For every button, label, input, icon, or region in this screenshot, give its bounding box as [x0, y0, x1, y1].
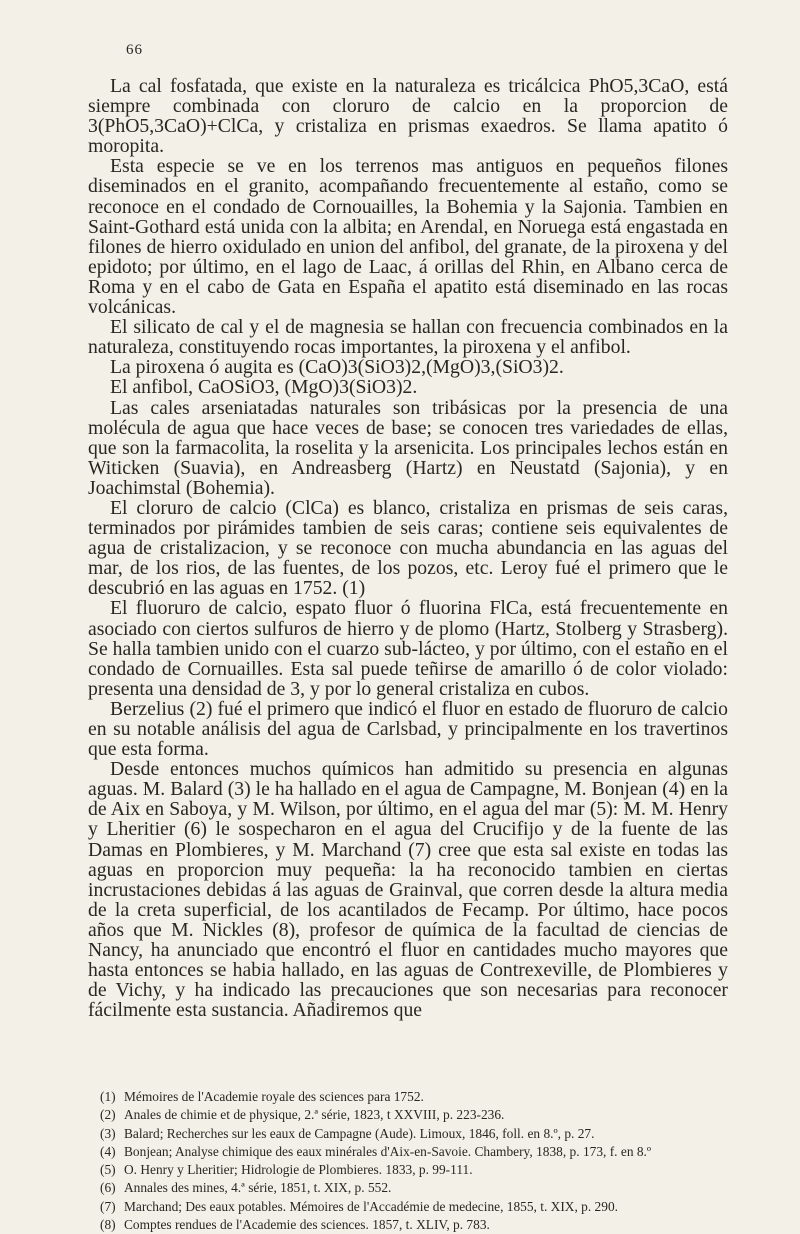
footnote [100, 1088, 722, 1106]
paragraph-cloruro-de-calcio: El cloruro de calcio (ClCa) es blanco, cristaliza en prismas de seis caras, terminados por pirámides tambien de seis caras; contiene seis equivalentes de agua de cristalizacion, y se reconoce con mucha abundancia en las aguas del mar, de los rios, de las fuentes, de los pozos, etc. Leroy fué el primero que le descubrió en las aguas en 1752. (1) [88, 496, 728, 600]
paragraph-berzelius: Berzelius (2) fué el primero que indicó el fluor en estado de fluoruro de calcio en su notable análisis del agua de Carlsbad, y principalmente en los travertinos que esta forma. [88, 697, 728, 761]
footnote-number: (3) [100, 1125, 116, 1141]
footnote [100, 1198, 722, 1216]
footnote-number: (6) [100, 1180, 116, 1196]
page-number: 66 [126, 42, 143, 58]
footnote-number: (8) [100, 1217, 116, 1233]
footnote-text: Marchand; Des eaux potables. Mémoires de l'Accadémie de medecine, 1855, t. XIX, p. 290. [124, 1198, 618, 1214]
footnote [100, 1125, 722, 1143]
footnote-text: O. Henry y Lheritier; Hidrologie de Plombieres. 1833, p. 99-111. [124, 1162, 473, 1178]
paragraph-cal-fosfatada: La cal fosfatada, que existe en la naturaleza es tricálcica PhO5,3CaO, está siempre combinada con cloruro de calcio en la proporcion de 3(PhO5,3CaO)+ClCa, y cristaliza en prismas exaedros. Se llama apatito ó moropita. [88, 75, 728, 158]
paragraph-piroxena-formula: La piroxena ó augita es (CaO)3(SiO3)2,(MgO)3,(SiO3)2. [110, 356, 564, 379]
paragraph-anfibol-formula: El anfibol, CaOSiO3, (MgO)3(SiO3)2. [110, 376, 418, 399]
footnote [100, 1179, 722, 1197]
footnote-number: (5) [100, 1162, 116, 1178]
footnote-number: (4) [100, 1143, 116, 1159]
footnote-number: (7) [100, 1198, 116, 1214]
footnote [100, 1216, 722, 1234]
footnote-text: Balard; Recherches sur les eaux de Campagne (Aude). Limoux, 1846, foll. en 8.º, p. 27. [124, 1125, 595, 1141]
footnote [100, 1106, 722, 1124]
body-text [88, 76, 728, 1020]
footnotes [100, 1088, 722, 1234]
footnote-text: Mémoires de l'Academie royale des sciences para 1752. [124, 1089, 424, 1104]
footnote-number: (2) [100, 1107, 116, 1123]
paragraph-quimicos-aguas: Desde entonces muchos químicos han admitido su presencia en algunas aguas. M. Balard (3) le ha hallado en el agua de Campagne, M. Bonjean (4) en la de Aix en Saboya, y M. Wilson, por último, en el agua del mar (5): M. M. Henry y Lheritier (6) le sospecharon en el agua del Crucifijo y de la fuente de las Damas en Plombieres, y M. Marchand (7) cree que esta sal existe en todas las aguas en proporcion muy pequeña: la ha reconocido tambien en ciertas incrustaciones debidas á las aguas de Grainval, que corren desde la altura media de la creta superficial, de los acantilados de Fecamp. Por último, hace pocos años que M. Nickles (8), profesor de química de la facultad de ciencias de Nancy, ha anunciado que encontró el fluor en cantidades mucho mayores que hasta entonces se habia hallado, en las aguas de Contrexeville, de Plombieres y de Vichy, y ha indicado las precauciones que son necesarias para reconocer fácilmente esta sustancia. Añadiremos que [88, 758, 728, 1022]
footnote-text: Anales de chimie et de physique, 2.ª série, 1823, t XXVIII, p. 223-236. [124, 1107, 505, 1123]
footnote-text: Comptes rendues de l'Academie des sciences. 1857, t. XLIV, p. 783. [124, 1217, 490, 1233]
paragraph-apatito-distribution: Esta especie se ve en los terrenos mas antiguos en pequeños filones diseminados en el granito, acompañando frecuentemente al estaño, como se reconoce en el condado de Cornouailles, la Bohemia y la Sajonia. Tambien en Saint-Gothard está unida con la albita; en Arendal, en Noruega está engastada en filones de hierro oxidulado en union del anfibol, del granate, de la piroxena y del epidoto; por último, en el lago de Laac, á orillas del Rhin, en Albano cerca de Roma y en el cabo de Gata en España el apatito está diseminado en las rocas volcánicas. [88, 155, 728, 319]
footnote [100, 1143, 722, 1161]
paragraph-fluoruro-de-calcio: El fluoruro de calcio, espato fluor ó fluorina FlCa, está frecuentemente en asociado con ciertos sulfuros de hierro y de plomo (Hartz, Stolberg y Strasberg). Se halla tambien unido con el cuarzo sub-lácteo, y por último, con el estaño en el condado de Cornuailles. Esta sal puede teñirse de amarillo ó de color violado: presenta una densidad de 3, y por lo general cristaliza en cubos. [88, 597, 728, 700]
paragraph-cales-arseniatadas: Las cales arseniatadas naturales son tribásicas por la presencia de una molécula de agua que hace veces de base; se conocen tres variedades de ellas, que son la farmacolita, la roselita y la arsenicita. Los principales lechos están en Witicken (Suavia), en Andreasberg (Hartz) en Neustatd (Sajonia), y en Joachimstal (Bohemia). [88, 396, 728, 499]
paragraph-silicatos: El silicato de cal y el de magnesia se hallan con frecuencia combinados en la naturaleza, constituyendo rocas importantes, la piroxena y el anfibol. [88, 316, 728, 359]
footnote [100, 1161, 722, 1179]
footnote-text: Bonjean; Analyse chimique des eaux minérales d'Aix-en-Savoie. Chambery, 1838, p. 173, f. en 8.º [124, 1143, 652, 1159]
footnote-number: (1) [100, 1089, 116, 1104]
footnote-text: Annales des mines, 4.ª série, 1851, t. XIX, p. 552. [124, 1180, 392, 1196]
